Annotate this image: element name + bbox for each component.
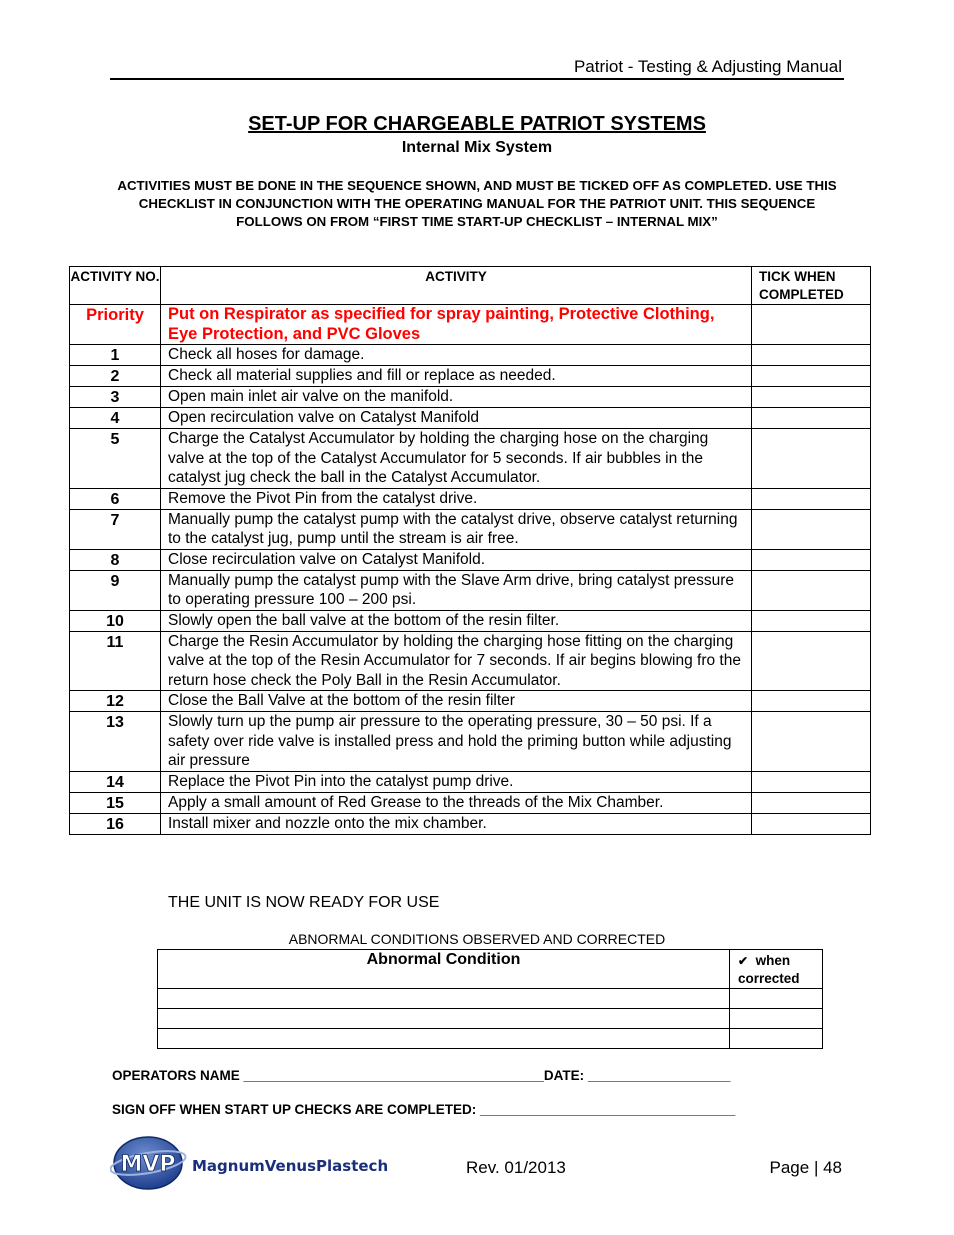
tick-cell[interactable] <box>752 792 871 813</box>
abnormal-conditions-table <box>157 949 823 1049</box>
abnormal-condition-cell[interactable] <box>158 1029 730 1049</box>
activity-description: Close the Ball Valve at the bottom of the resin filter <box>161 691 752 712</box>
tick-cell[interactable] <box>752 631 871 691</box>
activity-number: 8 <box>70 549 161 570</box>
tick-cell[interactable] <box>752 691 871 712</box>
tick-cell[interactable] <box>752 712 871 772</box>
activity-description: Open recirculation valve on Catalyst Manifold <box>161 408 752 429</box>
activity-number: 6 <box>70 488 161 509</box>
table-row <box>70 549 871 570</box>
ready-text: THE UNIT IS NOW READY FOR USE <box>168 894 440 911</box>
signoff-label: SIGN OFF WHEN START UP CHECKS ARE COMPLETED: <box>112 1102 477 1117</box>
tick-cell[interactable] <box>752 429 871 489</box>
activity-description: Install mixer and nozzle onto the mix chamber. <box>161 813 752 834</box>
header-divider <box>110 78 844 80</box>
when-corrected-cell[interactable] <box>730 1029 823 1049</box>
header-title: Patriot - Testing & Adjusting Manual <box>573 57 842 76</box>
signoff-field[interactable]: __________________________________ <box>476 1102 736 1117</box>
activity-description: Slowly turn up the pump air pressure to the operating pressure, 30 – 50 psi. If a safety over ride valve is installed press and hold the priming button while adjusting air pressure <box>161 712 752 772</box>
activity-number: 16 <box>70 813 161 834</box>
priority-row <box>70 305 871 345</box>
table-row <box>70 345 871 366</box>
page-number: Page | 48 <box>769 1158 842 1177</box>
tick-cell[interactable] <box>752 387 871 408</box>
activity-description: Apply a small amount of Red Grease to the threads of the Mix Chamber. <box>161 792 752 813</box>
table-row <box>70 387 871 408</box>
operator-name-label: OPERATORS NAME <box>112 1068 240 1083</box>
when-corrected-cell[interactable] <box>730 989 823 1009</box>
table-row <box>70 631 871 691</box>
tick-cell[interactable] <box>752 610 871 631</box>
activity-description: Remove the Pivot Pin from the catalyst drive. <box>161 488 752 509</box>
header-activity-number: ACTIVITY NO. <box>70 267 161 305</box>
tick-cell[interactable] <box>752 771 871 792</box>
tick-cell[interactable] <box>752 345 871 366</box>
abnormal-caption: ABNORMAL CONDITIONS OBSERVED AND CORRECTED <box>288 931 666 947</box>
signoff-line <box>112 1102 735 1117</box>
activity-description: Charge the Catalyst Accumulator by holding the charging hose on the charging valve at the top of the Catalyst Accumulator for 5 seconds. If air bubbles in the catalyst jug check the ball in the Catalyst Accumulator. <box>161 429 752 489</box>
activity-number: 9 <box>70 570 161 610</box>
activity-description: Manually pump the catalyst pump with the catalyst drive, observe catalyst returning to the catalyst jug, pump until the stream is air free. <box>161 509 752 549</box>
activity-number: 10 <box>70 610 161 631</box>
activity-number: 15 <box>70 792 161 813</box>
table-row <box>70 509 871 549</box>
table-row <box>70 570 871 610</box>
when-corrected-cell[interactable] <box>730 1009 823 1029</box>
svg-text:MVP: MVP <box>120 1152 176 1177</box>
tick-cell[interactable] <box>752 366 871 387</box>
table-row <box>70 691 871 712</box>
revision-text: Rev. 01/2013 <box>466 1158 566 1177</box>
abnormal-condition-cell[interactable] <box>158 1009 730 1029</box>
when-corrected-header <box>730 950 823 989</box>
abnormal-condition-header: Abnormal Condition <box>158 950 730 989</box>
header-tick-when-completed: TICK WHEN COMPLETED <box>752 267 871 305</box>
activity-description: Close recirculation valve on Catalyst Manifold. <box>161 549 752 570</box>
activity-number: 2 <box>70 366 161 387</box>
activity-checklist-table <box>69 266 871 835</box>
operator-name-line <box>112 1068 731 1083</box>
when-corrected-label: when corrected <box>738 953 800 986</box>
activity-description: Check all hoses for damage. <box>161 345 752 366</box>
table-row <box>70 366 871 387</box>
abnormal-condition-cell[interactable] <box>158 989 730 1009</box>
abnormal-row <box>158 989 823 1009</box>
svg-text:MagnumVenusPlastech: MagnumVenusPlastech <box>192 1157 389 1175</box>
table-row <box>70 813 871 834</box>
activity-description: Open main inlet air valve on the manifold. <box>161 387 752 408</box>
document-title: SET-UP FOR CHARGEABLE PATRIOT SYSTEMS <box>248 113 706 135</box>
activity-number: 3 <box>70 387 161 408</box>
activity-number: 14 <box>70 771 161 792</box>
tick-cell[interactable] <box>752 813 871 834</box>
abnormal-header-row <box>158 950 823 989</box>
activity-description: Charge the Resin Accumulator by holding the charging hose fitting on the charging valve at the top of the Resin Accumulator for 7 seconds. If air begins blowing fro the return hose check the Poly Ball in the Resin Accumulator. <box>161 631 752 691</box>
activity-description: Replace the Pivot Pin into the catalyst pump drive. <box>161 771 752 792</box>
tick-cell[interactable] <box>752 305 871 345</box>
tick-cell[interactable] <box>752 408 871 429</box>
tick-cell[interactable] <box>752 509 871 549</box>
priority-activity: Put on Respirator as specified for spray painting, Protective Clothing, Eye Protection, and PVC Gloves <box>161 305 752 345</box>
table-row <box>70 771 871 792</box>
activity-number: 4 <box>70 408 161 429</box>
tick-cell[interactable] <box>752 570 871 610</box>
activity-number: 12 <box>70 691 161 712</box>
operator-name-field[interactable]: ________________________________________ <box>243 1068 544 1083</box>
date-label: DATE: <box>543 1068 585 1083</box>
activity-description: Manually pump the catalyst pump with the Slave Arm drive, bring catalyst pressure to operating pressure 100 – 200 psi. <box>161 570 752 610</box>
table-row <box>70 408 871 429</box>
table-row <box>70 429 871 489</box>
date-field[interactable]: ___________________ <box>584 1068 731 1083</box>
document-subtitle: Internal Mix System <box>401 139 553 156</box>
activity-description: Check all material supplies and fill or replace as needed. <box>161 366 752 387</box>
table-row <box>70 712 871 772</box>
header-activity: ACTIVITY <box>161 267 752 305</box>
activity-number: 5 <box>70 429 161 489</box>
abnormal-row <box>158 1029 823 1049</box>
tick-cell[interactable] <box>752 488 871 509</box>
abnormal-row <box>158 1009 823 1029</box>
table-row <box>70 792 871 813</box>
activity-description: Slowly open the ball valve at the bottom of the resin filter. <box>161 610 752 631</box>
activity-number: 7 <box>70 509 161 549</box>
activity-number: 1 <box>70 345 161 366</box>
checkmark-icon: ✔ <box>738 954 749 968</box>
table-row <box>70 488 871 509</box>
activity-number: 13 <box>70 712 161 772</box>
tick-cell[interactable] <box>752 549 871 570</box>
instructions-text: ACTIVITIES MUST BE DONE IN THE SEQUENCE SHOWN, AND MUST BE TICKED OFF AS COMPLETED. USE THIS CHECKLIST IN CONJUNCTION WITH THE OPERATING MANUAL FOR THE PATRIOT UNIT. THIS SEQUENCE FOLLOWS ON FROM “FIRST TIME START-UP CHECKLIST – INTERNAL MIX” <box>117 178 837 229</box>
activity-number: 11 <box>70 631 161 691</box>
table-row <box>70 610 871 631</box>
mvp-logo <box>110 1133 400 1193</box>
priority-label: Priority <box>70 305 161 345</box>
table-header-row <box>70 267 871 305</box>
